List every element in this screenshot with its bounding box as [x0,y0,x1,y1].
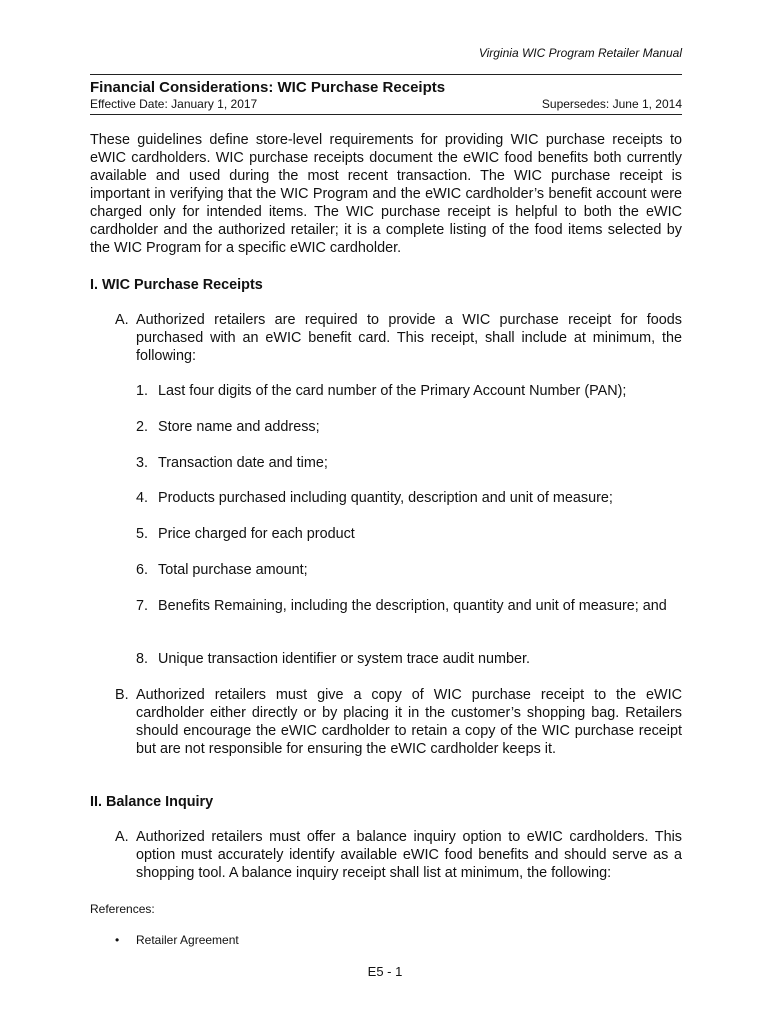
reference-item [115,933,239,947]
item-marker: A. [115,829,129,845]
list-item [136,454,682,472]
list-text: Price charged for each product [158,526,355,542]
list-marker: 1. [136,383,149,399]
list-item [136,418,682,436]
list-item [136,650,682,668]
header-rule-bottom [90,114,682,115]
list-item [136,489,682,507]
page-number: E5 - 1 [367,964,403,979]
effective-date: Effective Date: January 1, 2017 [90,97,258,111]
list-text: Total purchase amount; [158,562,308,578]
bullet-icon: • [115,933,120,947]
running-header: Virginia WIC Program Retailer Manual [478,46,682,60]
section-heading-purchase-receipts: I. WIC Purchase Receipts [90,277,263,293]
item-text: Authorized retailers must offer a balance inquiry option to eWIC cardholders. This option must accurately identify available eWIC food benefits and should serve as a shopping tool. A balance inquiry receipt shall list at minimum, the following: [136,829,682,881]
list-text: Products purchased including quantity, description and unit of measure; [158,490,613,506]
list-text: Store name and address; [158,419,320,435]
reference-text: Retailer Agreement [136,933,239,947]
list-marker: 7. [136,598,149,614]
list-text: Unique transaction identifier or system trace audit number. [158,651,530,667]
list-text: Benefits Remaining, including the description, quantity and unit of measure; and [158,598,667,614]
intro-paragraph: These guidelines define store-level requirements for providing WIC purchase receipts to eWIC cardholders. WIC purchase receipts document the eWIC food benefits both currently available and used during the most recent transaction. The WIC purchase receipt is important in verifying that the WIC Program and the eWIC cardholder’s benefit account were charged only for intended items. The WIC purchase receipt is helpful to both the eWIC cardholder and the authorized retailer; it is a complete listing of the food items selected by the WIC Program for a specific eWIC cardholder. [90,132,682,256]
section2-item-a [115,828,682,882]
list-item [136,561,682,579]
section-heading-balance-inquiry: II. Balance Inquiry [90,794,214,810]
list-marker: 3. [136,455,149,471]
section1-item-a [115,311,682,365]
meta-row [90,97,682,111]
section1-item-b [115,686,682,758]
list-marker: 5. [136,526,149,542]
list-item [136,382,682,400]
list-item [136,525,682,543]
header-rule-top [90,74,682,75]
list-text: Transaction date and time; [158,455,328,471]
list-marker: 4. [136,490,149,506]
item-text: Authorized retailers must give a copy of WIC purchase receipt to the eWIC cardholder either directly or by placing it in the customer’s shopping bag. Retailers should encourage the eWIC cardholder to retain a copy of the WIC purchase receipt but are not responsible for ensuring the eWIC cardholder keeps it. [136,687,682,757]
references-label: References: [90,902,155,916]
page-title: Financial Considerations: WIC Purchase Receipts [90,79,446,96]
list-marker: 8. [136,651,149,667]
item-marker: A. [115,312,129,328]
item-text: Authorized retailers are required to provide a WIC purchase receipt for foods purchased with an eWIC benefit card. This receipt, shall include at minimum, the following: [136,312,682,364]
list-item [136,597,682,615]
list-marker: 6. [136,562,149,578]
list-marker: 2. [136,419,149,435]
supersedes-date: Supersedes: June 1, 2014 [541,97,682,111]
list-text: Last four digits of the card number of the Primary Account Number (PAN); [158,383,627,399]
item-marker: B. [115,687,129,703]
